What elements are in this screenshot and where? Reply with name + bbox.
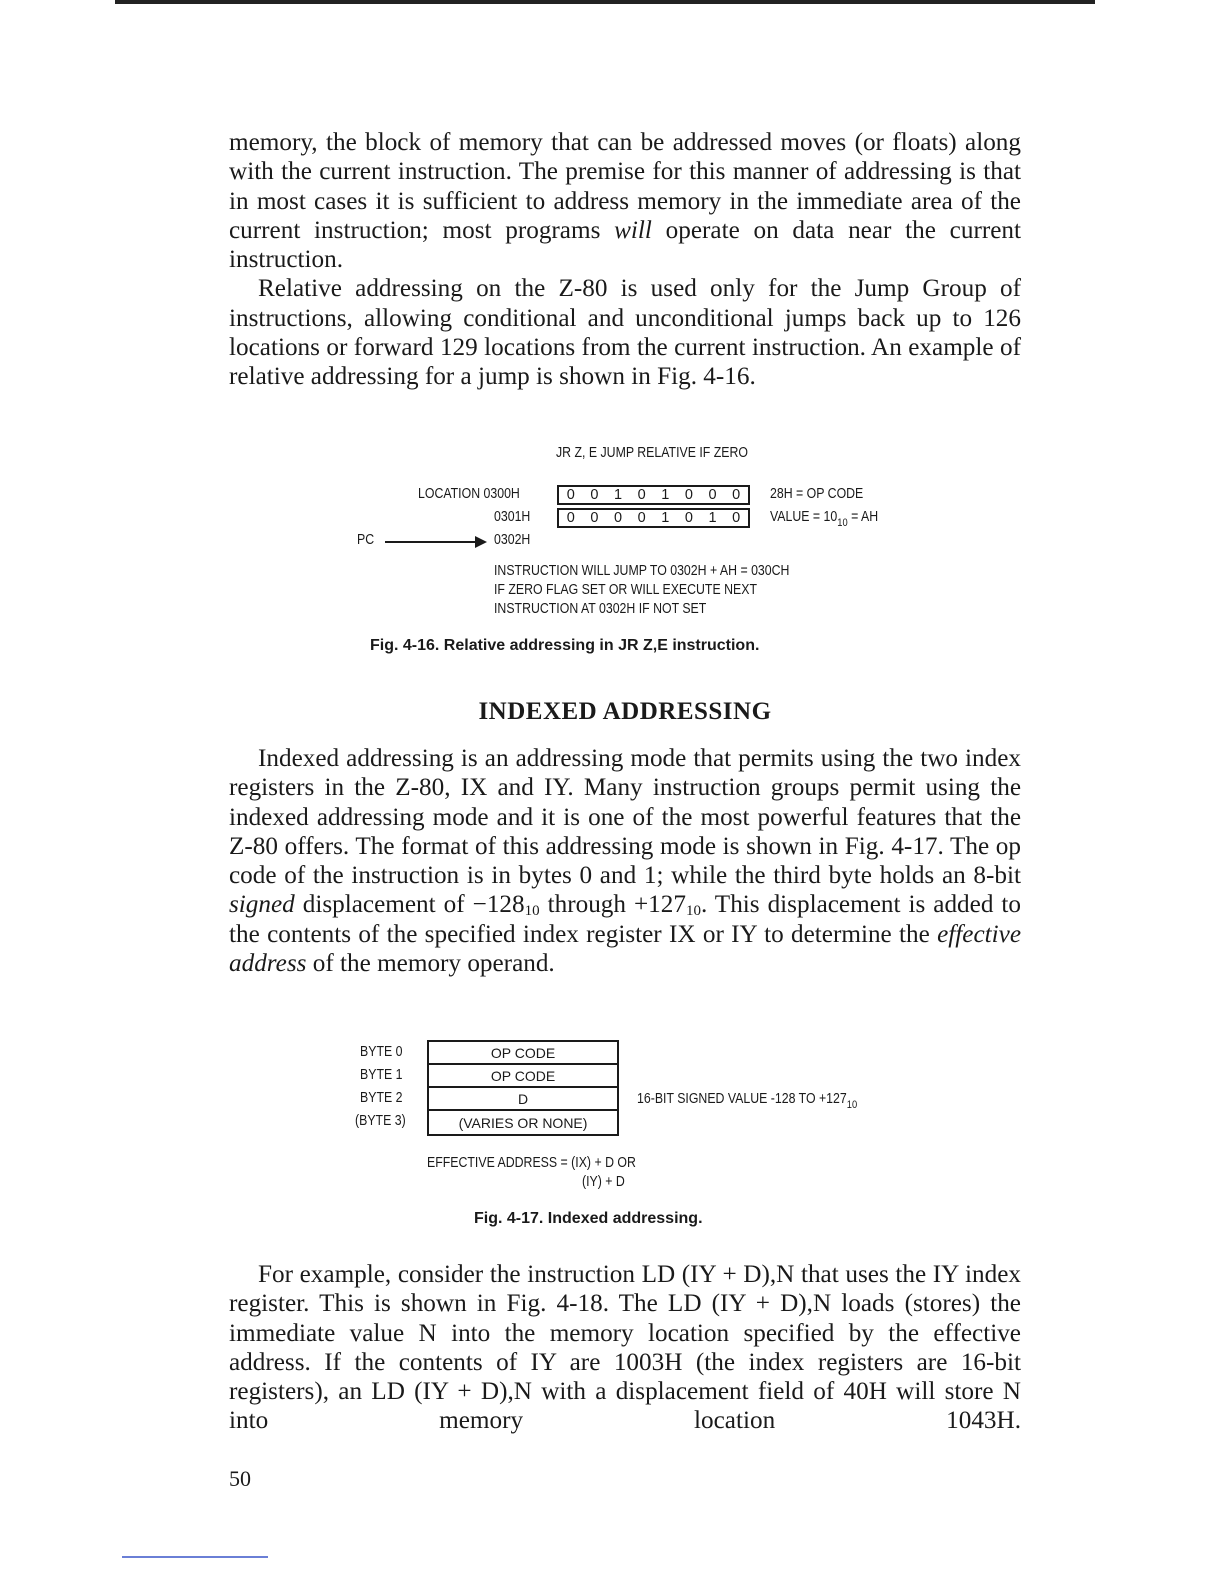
top-rule [115, 0, 1095, 4]
intro-text [229, 128, 1021, 392]
effective-address-line-2: (IY) + D [582, 1174, 625, 1190]
bit: 1 [661, 510, 670, 526]
paragraph-2: Relative addressing on the Z-80 is used only for the Jump Group of instructions, allowing conditional and unconditional jumps back up to 126 locations or forward 129 locations from the current instruction. An example of relative addressing for a jump is shown in Fig. 4-16. [229, 275, 1021, 391]
pc-arrow-head [475, 536, 487, 548]
jump-explanation-3: INSTRUCTION AT 0302H IF NOT SET [494, 601, 707, 617]
paragraph-3: Indexed addressing is an addressing mode that permits using the two index registers in the Z-80, IX and IY. Many instruction groups permit using the indexed addressing mode and it is one of the most powerful features that the Z-80 offers. The format of this addressing mode is shown in Fig. 4-17. The op code of the instruction is in bytes 0 and 1; while the third byte holds an 8-bit signed displacement of $-128_{10}$ through $+127_{10}$. This displacement is added to the contents of the specified index register IX or IY to determine the effective address of the memory operand. [229, 745, 1021, 978]
byte-3-label: (BYTE 3) [355, 1113, 406, 1129]
bit: 1 [614, 487, 623, 503]
displacement-bit-row [557, 508, 750, 528]
page-number: 50 [229, 1466, 251, 1491]
bit: 1 [661, 487, 670, 503]
byte-3-cell: (VARIES OR NONE) [458, 1114, 588, 1131]
bottom-rule [122, 1556, 268, 1558]
bit: 0 [614, 510, 623, 526]
bit: 1 [708, 510, 717, 526]
jump-explanation-2: IF ZERO FLAG SET OR WILL EXECUTE NEXT [494, 582, 757, 598]
fig-4-16-title: JR Z, E JUMP RELATIVE IF ZERO [556, 445, 748, 461]
opcode-note: 28H = OP CODE [770, 486, 864, 502]
bit: 0 [566, 510, 575, 526]
bit: 0 [708, 487, 717, 503]
bit: 0 [684, 487, 693, 503]
signed-value-note: 16-BIT SIGNED VALUE -128 TO $+127_{10}$ [637, 1091, 858, 1111]
effective-address-line-1: EFFECTIVE ADDRESS = (IX) + D OR [427, 1155, 636, 1171]
bit: 0 [566, 487, 575, 503]
byte-2-label: BYTE 2 [360, 1090, 403, 1106]
byte-0-label: BYTE 0 [360, 1044, 403, 1060]
byte-2-cell: D [429, 1088, 617, 1111]
pc-arrow [385, 541, 475, 543]
bit: 0 [684, 510, 693, 526]
byte-1-cell: OP CODE [429, 1065, 617, 1088]
section-heading: INDEXED ADDRESSING [478, 698, 772, 725]
bit: 0 [732, 487, 741, 503]
jump-explanation-1: INSTRUCTION WILL JUMP TO 0302H + AH = 030CH [494, 563, 790, 579]
instruction-byte-table [427, 1040, 619, 1136]
fig-4-17-caption: Fig. 4-17. Indexed addressing. [474, 1210, 703, 1227]
bit: 0 [732, 510, 741, 526]
bit: 0 [590, 510, 599, 526]
fig-4-16-caption: Fig. 4-16. Relative addressing in JR Z,E instruction. [370, 637, 760, 654]
bit: 0 [637, 510, 646, 526]
byte-1-label: BYTE 1 [360, 1067, 403, 1083]
location-0301h-label: 0301H [494, 509, 531, 525]
pc-label: PC [357, 532, 375, 548]
bit: 0 [590, 487, 599, 503]
byte-0-cell: OP CODE [429, 1042, 617, 1065]
paragraph-4: For example, consider the instruction LD (IY + D),N that uses the IY index register. This is shown in Fig. 4-18. The LD (IY + D),N loads (stores) the immediate value N into the memory location specified by the effective address. If the contents of IY are 1003H (the index registers are 16-bit registers), an LD (IY + D),N with a displacement field of 40H will store N into memory location 1043H. [229, 1261, 1021, 1435]
value-note: VALUE = $10_{10}$ = AH [770, 509, 879, 529]
bit: 0 [637, 487, 646, 503]
location-0302h-label: 0302H [494, 532, 531, 548]
paragraph-1: memory, the block of memory that can be addressed moves (or floats) along with the current instruction. The premise for this manner of addressing is that in most cases it is sufficient to address memory in the immediate area of the current instruction; most programs will operate on data near the current instruction. [229, 129, 1021, 274]
opcode-bit-row [557, 485, 750, 505]
location-0300h-label: LOCATION 0300H [418, 486, 520, 502]
